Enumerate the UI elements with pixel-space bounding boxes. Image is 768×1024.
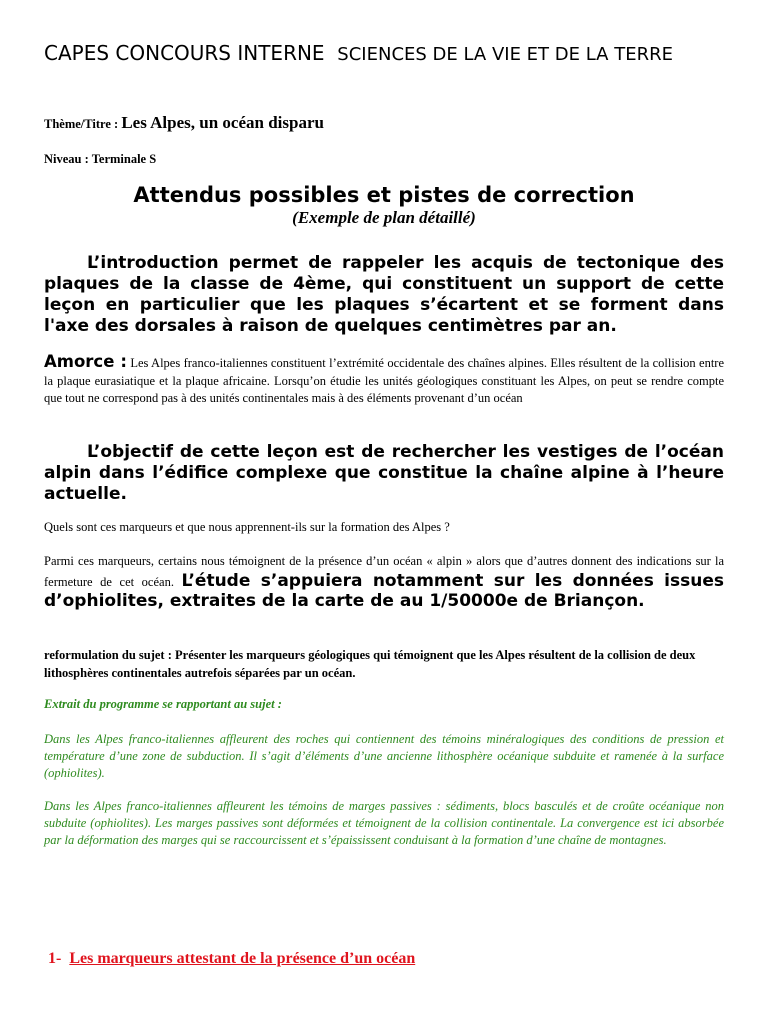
header-title: CAPES CONCOURS INTERNE <box>44 41 325 65</box>
header-subtitle: SCIENCES DE LA VIE ET DE LA TERRE <box>337 44 673 65</box>
question-paragraph: Quels sont ces marqueurs et que nous apprennent-ils sur la formation des Alpes ? <box>44 520 450 534</box>
markers-strong-text: L’étude s’appuiera notamment sur les données issues d’ophiolites, extraites de la carte de au 1/50000e de Briançon. <box>44 570 724 611</box>
theme-value: Les Alpes, un océan disparu <box>121 113 324 132</box>
theme-label: Thème/Titre : <box>44 117 119 131</box>
level-label: Niveau : <box>44 152 89 166</box>
intro-paragraph: L’introduction permet de rappeler les acquis de tectonique des plaques de la classe de 4ème, qui constituent un support de cette leçon en particulier que les plaques s’écartent et se forment dans l'axe des dorsales à raison de quelques centimètres par an. <box>44 253 724 336</box>
programme-paragraph-2: Dans les Alpes franco-italiennes affleurent les témoins de marges passives : sédiments, blocs basculés et de croûte océanique non subduite (ophiolites). Les marges passives sont déformées et témoignent de la collision continentale. La convergence est ici absorbée par la déformation des marges qui se raccourcissent et s’épaississent conduisant à la formation d’une chaîne de montagnes. <box>44 799 724 847</box>
reformulation-paragraph: reformulation du sujet : Présenter les marqueurs géologiques qui témoignent que les Alpes résultent de la collision de deux lithosphères continentales autrefois séparées par un océan. <box>44 648 696 680</box>
programme-paragraph-1: Dans les Alpes franco-italiennes affleurent des roches qui contiennent des témoins minéralogiques des conditions de pression et température d’une zone de subduction. Il s’agit d’éléments d’une ancienne lithosphère océanique subduite et ramenée à la surface (ophiolites). <box>44 732 724 780</box>
theme-line <box>44 113 724 133</box>
section-1-number: 1- <box>48 950 62 967</box>
programme-extract-heading: Extrait du programme se rapportant au sujet : <box>44 697 282 711</box>
amorce-label: Amorce : <box>44 352 127 371</box>
amorce-text: Les Alpes franco-italiennes constituent l’extrémité occidentale des chaînes alpines. Elles résultent de la collision entre la plaque eurasiatique et la plaque africaine. Lorsqu’on étudie les unités géologiques constituant les Alpes, on peut se rendre compte que tout ne correspond pas à des unités continentales mais à des éléments provenant d’un océan <box>44 356 725 405</box>
main-subheading: (Exemple de plan détaillé) <box>292 208 476 227</box>
level-line <box>44 152 724 167</box>
objective-paragraph: L’objectif de cette leçon est de rechercher les vestiges de l’océan alpin dans l’édifice complexe que constitue la chaîne alpine à l’heure actuelle. <box>44 442 724 504</box>
markers-paragraph <box>44 553 724 612</box>
main-heading: Attendus possibles et pistes de correction <box>133 183 635 207</box>
section-1-heading <box>48 950 728 968</box>
amorce-paragraph <box>44 353 724 408</box>
section-1-title: Les marqueurs attestant de la présence d’un océan <box>69 950 416 967</box>
level-value: Terminale S <box>91 152 157 166</box>
document-header <box>44 40 724 68</box>
markers-text: Parmi ces marqueurs, certains nous témoignent de la présence d’un océan « alpin » alors que d’autres donnent des indications sur la fermeture de cet océan. <box>44 554 724 589</box>
